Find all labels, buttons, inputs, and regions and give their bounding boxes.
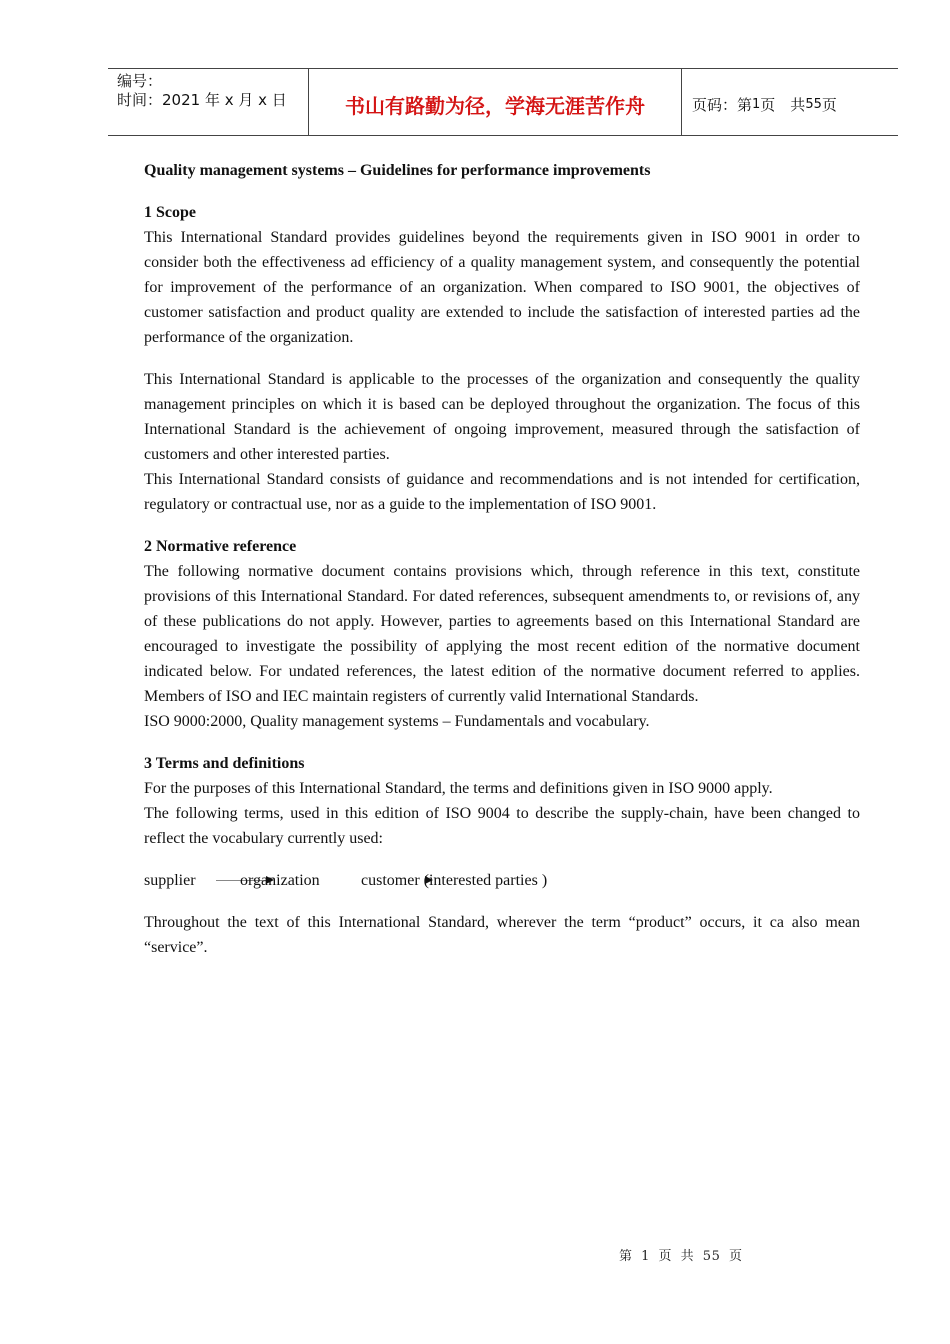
header-table: [108, 68, 898, 136]
page-current: 1: [752, 96, 761, 112]
normative-reference-item: ISO 9000:2000, Quality management systems – Fundamentals and vocabulary.: [144, 713, 650, 730]
terms-paragraph-1: For the purposes of this International Standard, the terms and definitions given in ISO 9000 apply.: [144, 780, 773, 797]
section-heading-normative: 2 Normative reference: [144, 538, 297, 555]
chain-organization: organization: [240, 872, 320, 889]
document-body: [144, 158, 860, 960]
scope-paragraph-2: This International Standard is applicable to the processes of the organization and consequently the quality management principles on which it is based can be deployed throughout the organization. The focus of this International Standard is the achievement of ongoing improvement, measured through the satisfaction of customers and other interested parties.: [144, 371, 860, 463]
document-number-label: 编号：: [117, 72, 163, 90]
page-mid: 页 共: [760, 95, 806, 114]
chain-supplier: supplier: [144, 872, 196, 889]
header-info-cell: [108, 69, 309, 135]
scope-paragraph-3: This International Standard consists of guidance and recommendations and is not intended for certification, regulatory or contractual use, nor as a guide to the implementation of ISO 9001.: [144, 471, 860, 513]
document-date: 时间：2021 年 x 月 x 日: [117, 91, 287, 109]
page-suffix: 页: [821, 95, 837, 114]
scope-paragraph-1: This International Standard provides guidelines beyond the requirements given in ISO 9001 in order to consider both the effectiveness ad efficiency of a quality management system, and consequently the potential for improvement of the performance of an organization. When compared to ISO 9001, the objectives of customer satisfaction and product quality are extended to include the satisfaction of interested parties ad the performance of the organization.: [144, 229, 860, 346]
section-heading-terms: 3 Terms and definitions: [144, 755, 305, 772]
terms-paragraph-2: The following terms, used in this edition of ISO 9004 to describe the supply-chain, have been changed to reflect the vocabulary currently used:: [144, 805, 860, 847]
supply-chain-diagram: [144, 868, 860, 893]
header-motto: 书山有路勤为径，学海无涯苦作舟: [309, 69, 682, 135]
terms-paragraph-3: Throughout the text of this International Standard, wherever the term “product” occurs, it ca also mean “service”.: [144, 914, 860, 956]
header-page-info: [682, 69, 898, 135]
chain-customer: customer (interested parties ): [361, 872, 548, 889]
chain-arrow-2: [419, 880, 431, 881]
normative-paragraph-1: The following normative document contains provisions which, through reference in this text, constitute provisions of this International Standard. For dated references, subsequent amendments to, or revisions of, any of these publications do not apply. However, parties to agreements based on this International Standard are encouraged to investigate the possibility of applying the most recent edition of the normative document indicated below. For undated references, the latest edition of the normative document referred to applies. Members of ISO and IEC maintain registers of currently valid International Standards.: [144, 563, 860, 705]
document-title: Quality management systems – Guidelines for performance improvements: [144, 162, 651, 179]
section-heading-scope: 1 Scope: [144, 204, 196, 221]
page-total: 55: [805, 96, 822, 112]
page-footer: 第 1 页 共 55 页: [619, 1249, 743, 1264]
page-prefix: 页码：第: [692, 95, 753, 114]
